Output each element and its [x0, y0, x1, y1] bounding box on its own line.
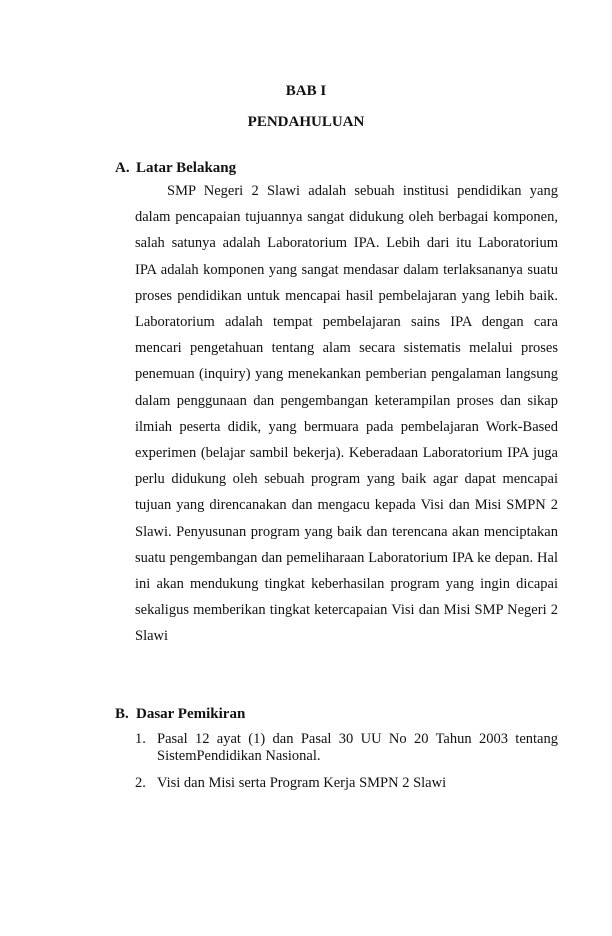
chapter-number: BAB I [285, 83, 327, 99]
list-item-number: 1. [135, 731, 146, 747]
section-b-heading [115, 706, 245, 723]
section-a-paragraph: SMP Negeri 2 Slawi adalah sebuah institusi pendidikan yang dalam pencapaian tujuannya sangat didukung oleh berbagai komponen, salah satunya adalah Laboratorium IPA. Lebih dari itu Laboratorium IPA adalah komponen yang sangat mendasar dalam terlaksananya suatu proses pendidikan untuk mencapai hasil pembelajaran yang lebih baik. Laboratorium adalah tempat pembelajaran sains IPA dengan cara mencari pengetahuan tentang alam secara sistematis melalui proses penemuan (inquiry) yang menekankan pemberian pengalaman langsung dalam penggunaan dan pengembangan keterampilan proses dan sikap ilmiah peserta didik, yang bermuara pada pembelajaran Work-Based experimen (belajar sambil bekerja). Keberadaan Laboratorium IPA juga perlu didukung oleh sebuah program yang baik agar dapat mencapai tujuan yang direncanakan dan mengacu kepada Visi dan Misi SMPN 2 Slawi. Penyusunan program yang baik dan terencana akan menciptakan suatu pengembangan dan pemeliharaan Laboratorium IPA ke depan. Hal ini akan mendukung tingkat keberhasilan program yang ingin dicapai sekaligus memberikan tingkat ketercapaian Visi dan Misi SMP Negeri 2 Slawi [135, 183, 558, 645]
list-item-text: Visi dan Misi serta Program Kerja SMPN 2 Slawi [157, 775, 447, 791]
list-item [135, 731, 558, 765]
list-item-text: Pasal 12 ayat (1) dan Pasal 30 UU No 20 Tahun 2003 tentang SistemPendidikan Nasional. [157, 731, 558, 764]
list-item [135, 775, 558, 792]
section-b-title: Dasar Pemikiran [136, 706, 246, 722]
section-a-title: Latar Belakang [136, 160, 237, 176]
chapter-title: PENDAHULUAN [247, 114, 365, 130]
list-item-number: 2. [135, 775, 146, 791]
section-b-letter: B. [115, 706, 129, 722]
section-b-list [135, 731, 558, 802]
section-a-letter: A. [115, 160, 130, 176]
section-a-heading [115, 160, 236, 177]
